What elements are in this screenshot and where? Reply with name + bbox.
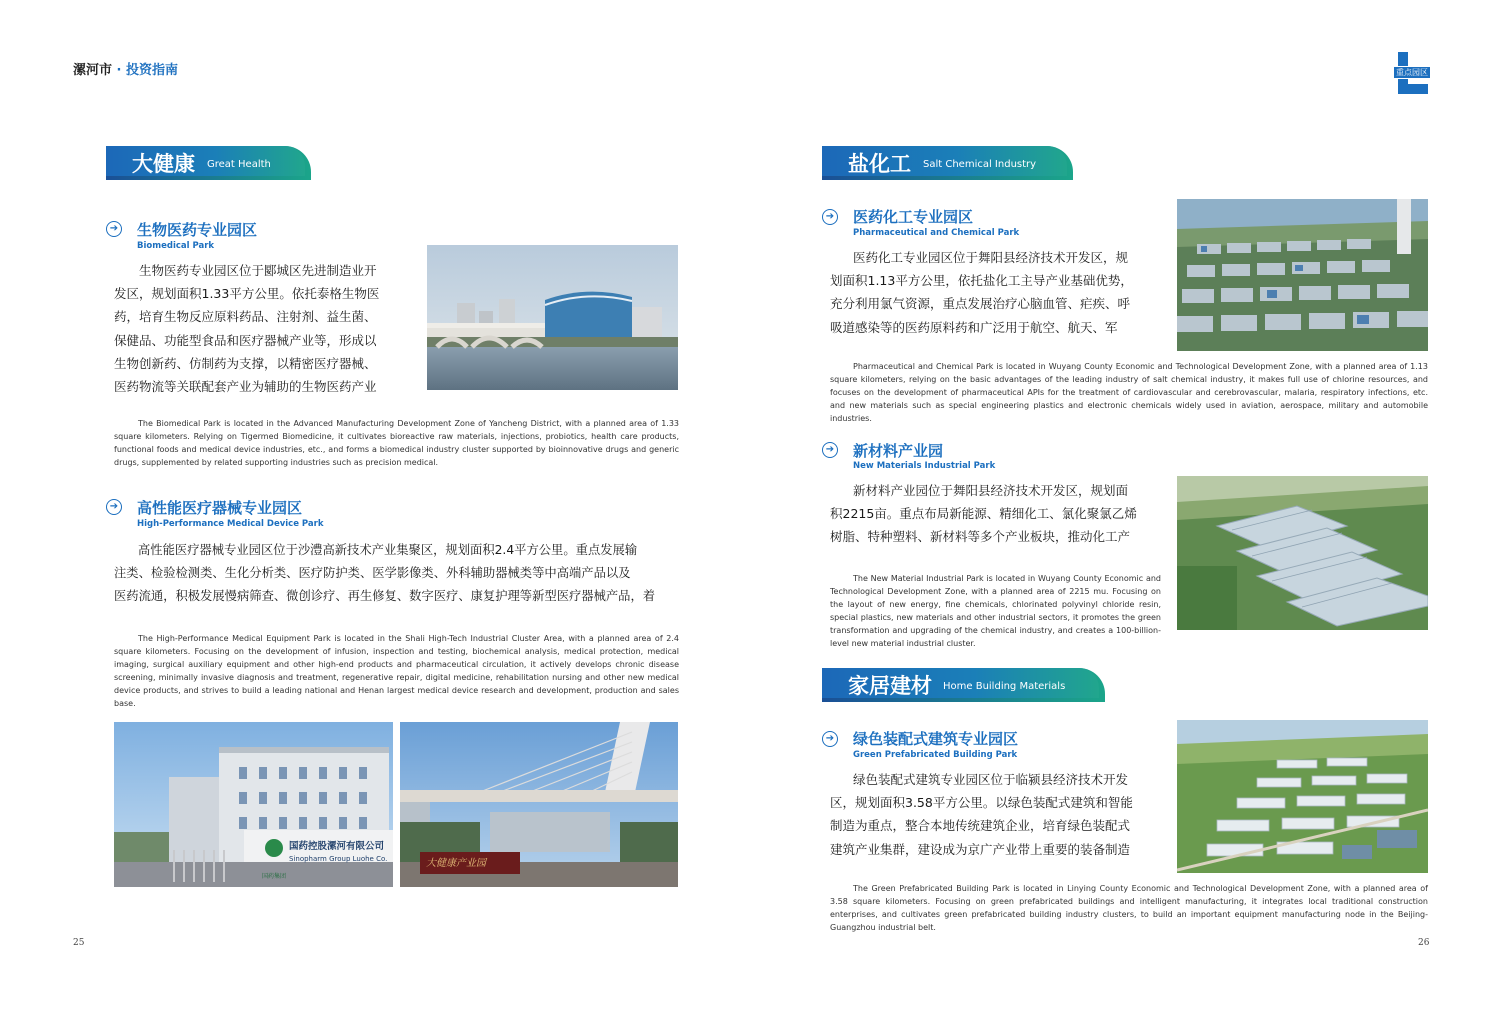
body-line: 吸道感染等的医药原料药和广泛用于航空、航天、军 (830, 319, 1118, 335)
park-body-zh (830, 768, 1162, 861)
park-title-zh: 医药化工专业园区 (853, 208, 974, 226)
body-line: 制造为重点，整合本地传统建筑企业，培育绿色装配式 (830, 818, 1131, 834)
arrow-circle-icon: ➔ (822, 731, 838, 747)
park-body-zh (830, 479, 1162, 549)
park-title-en: Pharmaceutical and Chemical Park (853, 228, 1020, 238)
arrow-circle-icon: ➔ (822, 442, 838, 458)
page-number-right: 26 (1418, 938, 1430, 948)
park-title-en: New Materials Industrial Park (853, 461, 996, 471)
section-title-zh: 家居建材 (848, 674, 932, 698)
arrow-circle-icon: ➔ (106, 221, 122, 237)
body-line: 高性能医疗器械专业园区位于沙澧高新技术产业集聚区，规划面积2.4平方公里。重点发展输 (138, 543, 638, 557)
photo-biomedical-building (427, 245, 678, 390)
body-line: 新材料产业园位于舞阳县经济技术开发区，规划面 (853, 483, 1129, 498)
page-number-left: 25 (73, 938, 85, 948)
park-title-zh: 生物医药专业园区 (137, 221, 258, 239)
arrow-circle-icon: ➔ (106, 499, 122, 515)
section-title-en: Great Health (207, 159, 271, 170)
park-title-zh: 绿色装配式建筑专业园区 (853, 730, 1019, 748)
park-title-en: Biomedical Park (137, 241, 215, 251)
park-body-en: The Biomedical Park is located in the Advanced Manufacturing Development Zone of Yancheng District, with a planned area of 1.33 square kilometers. Relying on Tigermed Biomedicine, it cultivates bioreactive raw materials, injections, probiotics, health care products, functional foods and medical device industries, etc., and forms a biomedical industry cluster supported by bioinnovative drugs and generic drugs, supplemented by related supporting industries such as precision medical. (114, 419, 679, 467)
park-body-en: The New Material Industrial Park is located in Wuyang County Economic and Technological Development Zone, with a planned area of 2215 mu. Focusing on the layout of new energy, fine chemicals, chlorinated polyvinyl chloride resin, special plastics, new materials and other industrial sectors, it promotes the green transformation and upgrading of the chemical industry, and creates a 100-billion-level new material industrial cluster. (830, 574, 1161, 648)
section-banner-health (106, 146, 305, 180)
section-banner-salt (822, 146, 1067, 180)
body-line: 充分利用氯气资源，重点发展治疗心脑血管、疟疾、呼 (830, 296, 1131, 312)
section-title-en: Salt Chemical Industry (923, 159, 1037, 170)
section-title-en: Home Building Materials (943, 681, 1066, 692)
body-line: 发区，规划面积1.33平方公里。依托泰格生物医 (114, 286, 380, 302)
body-line: 树脂、特种塑料、新材料等多个产业板块，推动化工产 (830, 529, 1131, 545)
photo-park-gate (400, 722, 678, 887)
park-title-en: Green Prefabricated Building Park (853, 750, 1018, 760)
park-title-en: High-Performance Medical Device Park (137, 519, 324, 529)
body-line: 注类、检验检测类、生化分析类、医疗防护类、医学影像类、外科辅助器械类等中高端产品以及 (114, 566, 631, 581)
photo-sign-en: Sinopharm Group Luohe Co. (289, 855, 388, 863)
body-line: 保健品、功能型食品和医疗器械产业等，形成以 (114, 332, 377, 348)
body-line: 生物创新药、仿制药为支撑，以精密医疗器械、 (114, 355, 377, 371)
body-line: 医药流通，积极发展慢病筛查、微创诊疗、再生修复、数字医疗、康复护理等新型医疗器械产品，着 (114, 589, 656, 604)
photo-newmat-aerial (1177, 476, 1428, 630)
body-line: 建筑产业集群，建设成为京广产业带上重要的装备制造 (830, 841, 1131, 857)
park-title-zh: 新材料产业园 (853, 442, 944, 460)
header-title (73, 59, 178, 78)
body-line: 医药物流等关联配套产业为辅助的生物医药产业 (114, 379, 377, 395)
photo-prefab-aerial (1177, 720, 1428, 873)
park-body-en: Pharmaceutical and Chemical Park is located in Wuyang County Economic and Technological Development Zone, with a planned area of 1.13 square kilometers, relying on the basic advantages of the leading industry of salt chemical industry, it makes full use of chlorine resources, and focuses on the development of pharmaceutical APIs for the treatment of cardiovascular and cerebrovascular, malaria, respiratory infections, etc. and new materials such as special engineering plastics and electronic chemicals widely used in aviation, aerospace, military and automobile industries. (830, 362, 1428, 423)
body-line: 积2215亩。重点布局新能源、精细化工、氯化聚氯乙烯 (830, 506, 1137, 522)
park-body-zh (114, 259, 408, 398)
header-dot: · (116, 63, 122, 78)
header-guide: 投资指南 (126, 63, 179, 78)
section-banner-home (822, 668, 1099, 702)
photo-sign-zh: 国药控股漯河有限公司 (289, 841, 385, 852)
photo-gate-sign: 大健康产业园 (426, 858, 486, 869)
park-body-zh (114, 539, 682, 609)
arrow-circle-icon: ➔ (822, 209, 838, 225)
corner-logo (1392, 52, 1428, 94)
body-line: 区，规划面积3.58平方公里。以绿色装配式建筑和智能 (830, 795, 1133, 811)
corner-tag: 重点园区 (1393, 66, 1431, 79)
park-body-en: The Green Prefabricated Building Park is located in Linying County Economic and Technological Development Zone, with a planned area of 3.58 square kilometers. Focusing on green prefabricated buildings and intelligent manufacturing, it integrates local traditional construction enterprises, and cultivates green prefabricated building industry clusters, to build an important equipment manufacturing node in the Beijing-Guangzhou industrial belt. (830, 884, 1428, 932)
photo-logo-caption: 国药集团 (261, 873, 287, 880)
header-city: 漯河市 (73, 63, 113, 78)
body-line: 生物医药专业园区位于郾城区先进制造业开 (139, 263, 377, 278)
body-line: 药，培育生物反应原料药品、注射剂、益生菌、 (114, 309, 377, 325)
park-body-en: The High-Performance Medical Equipment Park is located in the Shali High-Tech Industrial Cluster Area, with a planned area of 2.4 square kilometers. Focusing on the development of infusion, inspection and testing, biochemical analysis, medical protection, medical imaging, surgical auxiliary equipment and other high-end products and pharmaceutical circulation, it actively develops chronic disease screening, minimally invasive diagnosis and treatment, regenerative repair, digital medicine, rehabilitation nursing and other new medical device products, and strives to build a leading national and Henan largest medical device research and development, production and sales base. (114, 634, 679, 708)
park-body-zh (830, 246, 1162, 339)
photo-pharmchem-aerial (1177, 199, 1428, 351)
photo-sinopharm-building (114, 722, 393, 887)
body-line: 绿色装配式建筑专业园区位于临颍县经济技术开发 (853, 772, 1129, 787)
section-title-zh: 大健康 (132, 152, 195, 176)
section-title-zh: 盐化工 (848, 152, 911, 176)
body-line: 医药化工专业园区位于舞阳县经济技术开发区，规 (853, 250, 1129, 265)
park-title-zh: 高性能医疗器械专业园区 (137, 499, 303, 517)
body-line: 划面积1.13平方公里，依托盐化工主导产业基础优势， (830, 273, 1133, 289)
logo-bar-horizontal (1398, 84, 1428, 94)
